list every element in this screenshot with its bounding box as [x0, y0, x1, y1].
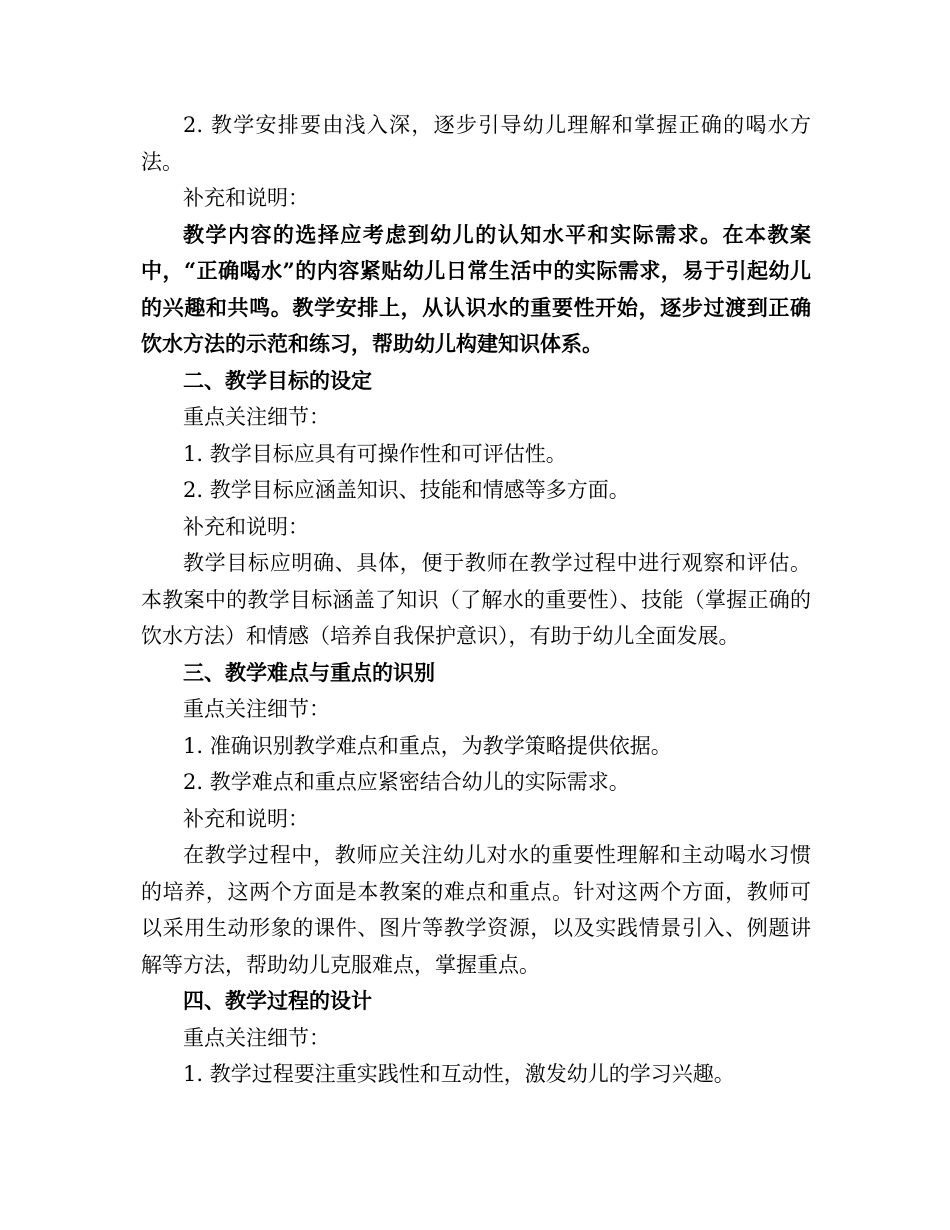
focus-details-heading: 重点关注细节：	[183, 697, 330, 721]
focus-details-heading: 重点关注细节：	[183, 405, 330, 429]
section-heading-4: 四、教学过程的设计	[183, 988, 372, 1013]
supplement-heading: 补充和说明：	[183, 806, 309, 831]
supplement-paragraph-objectives: 教学目标应明确、具体，便于教师在教学过程中进行观察和评估。本教案中的教学目标涵盖了知识（了解水的重要性）、技能（掌握正确的饮水方法）和情感（培养自我保护意识），有助于幼儿全面发展。	[141, 551, 811, 648]
list-item-2-actual-needs: 2. 教学难点和重点应紧密结合幼儿的实际需求。	[183, 770, 630, 794]
supplement-heading: 补充和说明：	[183, 514, 309, 539]
list-item-1-operability: 1. 教学目标应具有可操作性和可评估性。	[183, 441, 567, 466]
list-item-2-teaching-arrangement: 2. 教学安排要由浅入深，逐步引导幼儿理解和掌握正确的喝水方法。	[141, 113, 811, 174]
supplement-paragraph-content-selection: 教学内容的选择应考虑到幼儿的认知水平和实际需求。在本教案中，“正确喝水”的内容紧贴幼儿日常生活中的实际需求，易于引起幼儿的兴趣和共鸣。教学安排上，从认识水的重要性开始，逐步过渡到正确饮水方法的示范和练习，帮助幼儿构建知识体系。	[141, 221, 811, 356]
section-heading-2: 二、教学目标的设定	[183, 367, 372, 393]
list-item-1-identify-key-points: 1. 准确识别教学难点和重点，为教学策略提供依据。	[183, 733, 672, 758]
supplement-paragraph-difficulties: 在教学过程中，教师应关注幼儿对水的重要性理解和主动喝水习惯的培养，这两个方面是本教案的难点和重点。针对这两个方面，教师可以采用生动形象的课件、图片等教学资源，以及实践情景引入、例题讲解等方法，帮助幼儿克服难点，掌握重点。	[141, 843, 811, 977]
list-item-1-practicality: 1. 教学过程要注重实践性和互动性，激发幼儿的学习兴趣。	[183, 1062, 735, 1086]
focus-details-heading: 重点关注细节：	[183, 1025, 330, 1050]
supplement-heading: 补充和说明：	[183, 186, 309, 210]
section-heading-3: 三、教学难点与重点的识别	[183, 659, 435, 685]
document-body	[141, 107, 811, 1093]
list-item-2-coverage: 2. 教学目标应涵盖知识、技能和情感等多方面。	[183, 478, 630, 502]
